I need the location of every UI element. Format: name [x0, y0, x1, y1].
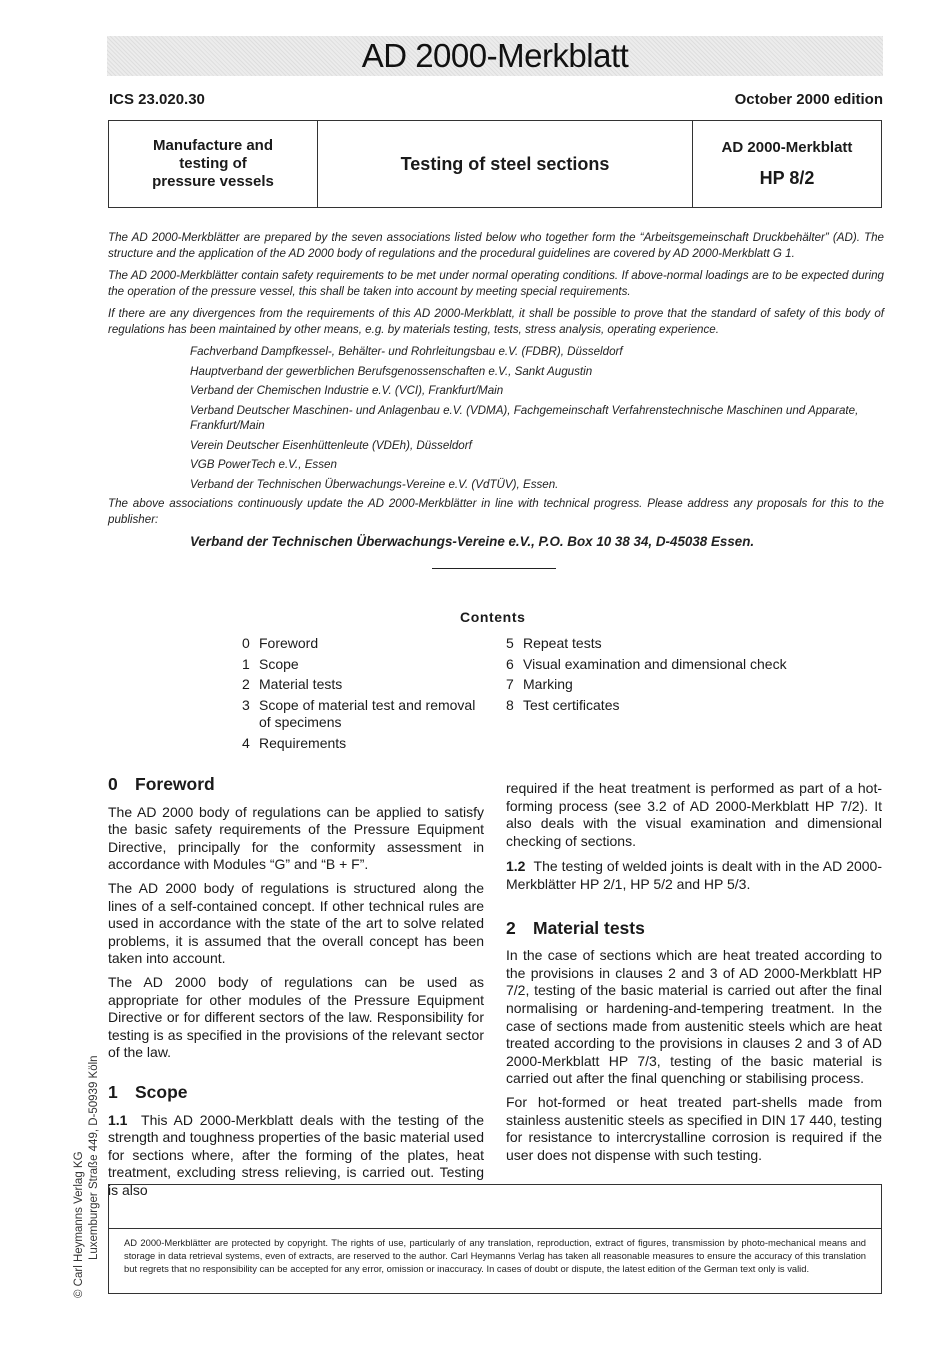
body-paragraph: The AD 2000 body of regulations can be applied to satisfy the basic safety requirements of the Pressure Equipment Directive, principally for the conformity assessment in accordance with Modules “G” and “B + F”.: [108, 803, 484, 873]
category-line: Manufacture and: [152, 137, 273, 154]
contents-item-label: Material tests: [259, 676, 343, 693]
contents-item[interactable]: [242, 676, 482, 693]
document-title: Testing of steel sections: [318, 121, 693, 207]
contents-item-label: Marking: [523, 676, 573, 693]
contents-heading: Contents: [460, 609, 526, 625]
body-paragraph: For hot-formed or heat treated part-shells made from stainless austenitic steels as specified in DIN 17 440, testing for resistance to intercrystalline corrosion is required if the user does not dispense with such testing.: [506, 1093, 882, 1163]
section-heading-material-tests: [506, 917, 882, 938]
association-item: Verein Deutscher Eisenhüttenleute (VDEh), Düsseldorf: [190, 438, 472, 452]
contents-item-label: Requirements: [259, 734, 347, 751]
association-item: Verband Deutscher Maschinen- und Anlagenbau e.V. (VDMA), Fachgemeinschaft Verfahrenstechnische Maschinen und Apparate, Frankfurt/Main: [190, 403, 859, 432]
sidebar-line: Luxemburger Straße 449, D-50939 Köln: [88, 1055, 100, 1260]
association-item: Verband der Chemischen Industrie e.V. (VCI), Frankfurt/Main: [190, 384, 504, 397]
contents-item[interactable]: [506, 697, 836, 714]
publisher-address: Verband der Technischen Überwachungs-Vereine e.V., P.O. Box 10 38 34, D-45038 Essen.: [190, 534, 755, 549]
sidebar-text: [72, 1055, 102, 1298]
intro-block: [108, 230, 884, 550]
contents-item[interactable]: [242, 656, 482, 673]
contents-item[interactable]: [242, 635, 482, 652]
contents-item-number: 1: [242, 655, 250, 672]
association-item: VGB PowerTech e.V., Essen: [190, 458, 337, 471]
contents-item-number: 4: [242, 734, 250, 751]
section-title: Foreword: [135, 774, 215, 794]
contents-item-label: Scope of material test and removal of specimens: [259, 697, 476, 731]
contents-item-number: 8: [506, 697, 514, 714]
contents-item[interactable]: [242, 697, 482, 731]
association-list: [108, 344, 884, 492]
contents-item-number: 7: [506, 676, 514, 693]
sidebar-line: © Carl Heymanns Verlag KG: [73, 1151, 85, 1298]
copyright-notice: AD 2000-Merkblätter are protected by copyright. The rights of use, particularly of any translation, reproduction, extract of figures, transmission by photo-mechanical means and storage in data retrieval systems, even of extracts, are reserved to the author. Carl Heymanns Verlag has taken all reasonable measures to ensure the accuracy of this translation but regrets that no responsibility can be accepted for any error, omission or inaccuracy. In cases of doubt or dispute, the latest edition of the German text only is valid.: [124, 1237, 866, 1274]
contents-item-number: 2: [242, 676, 250, 693]
contents-item-label: Repeat tests: [523, 635, 602, 651]
section-title: Scope: [135, 1081, 188, 1102]
intro-paragraph: The AD 2000-Merkblätter are prepared by the seven associations listed below who together form the “Arbeitsgemeinschaft Druckbehälter” (AD). The structure and the application of the AD 2000 body of regulations and the procedural guidelines are covered by AD 2000-Merkblatt G 1.: [108, 231, 884, 260]
body-column-right: [506, 780, 882, 1170]
body-paragraph: [506, 858, 882, 893]
footer-divider: [109, 1228, 881, 1229]
clause-text: The testing of welded joints is dealt with in the AD 2000-Merkblätter HP 2/1, HP 5/2 and HP 5/3.: [506, 858, 883, 892]
header-banner: [107, 36, 883, 76]
clause-number: 1.1: [108, 1111, 128, 1128]
association-item: Verband der Technischen Überwachungs-Vereine e.V. (VdTÜV), Essen.: [190, 477, 559, 491]
section-heading-foreword: [108, 776, 484, 794]
title-box: [108, 120, 882, 208]
clause-number: 1.2: [506, 858, 526, 875]
body-column-left: [108, 776, 484, 1205]
banner-title: AD 2000-Merkblatt: [361, 37, 629, 74]
association-item: Fachverband Dampfkessel-, Behälter- und Rohrleitungsbau e.V. (FDBR), Düsseldorf: [190, 345, 623, 358]
copyright-box: [108, 1184, 882, 1294]
contents-column-right: [506, 635, 836, 718]
contents-item-number: 0: [242, 635, 250, 651]
section-title: Material tests: [533, 917, 645, 938]
contents-item-label: Test certificates: [523, 697, 620, 714]
body-paragraph: In the case of sections which are heat treated according to the provisions in clauses 2 and 3 of AD 2000-Merkblatt HP 7/2, testing of the basic material is carried out after the final normalising or hardening-and-tempering treatment. In the case of sections made from austenitic steels which are heat treated according to the provisions in clauses 2 and 3 of AD 2000-Merkblatt HP 7/3, testing of the basic material is carried out after the final quenching or stabilising process.: [506, 947, 882, 1087]
section-number: 0: [108, 774, 118, 794]
title-box-designation: [693, 121, 881, 207]
contents-item[interactable]: [506, 676, 836, 693]
separator-rule: [432, 568, 556, 569]
section-heading-scope: [108, 1081, 484, 1102]
contents-item-label: Scope: [259, 655, 299, 672]
contents-item[interactable]: [506, 635, 836, 652]
edition-date: October 2000 edition: [734, 91, 883, 108]
body-paragraph: The AD 2000 body of regulations is structured along the lines of a self-contained concept. If other technical rules are used in accordance with the state of the art to solve related problems, it is assumed that the overall concept has been taken into account.: [108, 879, 484, 967]
contents-item-number: 3: [242, 697, 250, 714]
body-paragraph: required if the heat treatment is performed as part of a hot-forming process (see 3.2 of AD 2000-Merkblatt HP 7/2). It also deals with the visual examination and dimensional checking of sections.: [506, 780, 882, 849]
contents-item-label: Foreword: [259, 635, 319, 651]
designation-series: AD 2000-Merkblatt: [721, 139, 853, 156]
intro-paragraph: The AD 2000-Merkblätter contain safety requirements to be met under normal operating conditions. If above-normal loadings are to be expected during the operation of the pressure vessel, this shall be taken into account by meeting special requirements.: [108, 269, 884, 298]
contents-item-number: 6: [506, 655, 514, 672]
intro-paragraph: The above associations continuously update the AD 2000-Merkblätter in line with technical progress. Please address any proposals for this to the publisher:: [108, 497, 884, 526]
section-number: 1: [108, 1081, 118, 1102]
contents-column-left: [242, 635, 482, 755]
contents-item[interactable]: [242, 735, 482, 752]
category-line: testing of: [179, 155, 247, 172]
title-box-category: [109, 121, 318, 207]
designation-number: HP 8/2: [759, 168, 815, 188]
section-number: 2: [506, 917, 516, 938]
contents-item[interactable]: [506, 656, 836, 673]
clause-text: This AD 2000-Merkblatt deals with the testing of the strength and toughness properties of the basic material used for sections where, after the forming of the plates, heat treatment, excluding stress relieving, is carried out. Testing is also: [108, 1111, 484, 1198]
ics-code: ICS 23.020.30: [109, 91, 205, 108]
contents-item-label: Visual examination and dimensional check: [523, 655, 787, 672]
association-item: Hauptverband der gewerblichen Berufsgenossenschaften e.V., Sankt Augustin: [190, 364, 593, 378]
category-line: pressure vessels: [152, 173, 274, 190]
contents-item-number: 5: [506, 635, 514, 651]
intro-paragraph: If there are any divergences from the requirements of this AD 2000-Merkblatt, it shall be possible to prove that the standard of safety of this body of regulations has been maintained by other means, e.g. by materials testing, tests, stress analysis, operating experience.: [108, 307, 884, 336]
body-paragraph: The AD 2000 body of regulations can be used as appropriate for other modules of the Pressure Equipment Directive or for different sectors of the law. Responsibility for testing is as specified in the provisions of the relevant sector of the law.: [108, 973, 484, 1061]
